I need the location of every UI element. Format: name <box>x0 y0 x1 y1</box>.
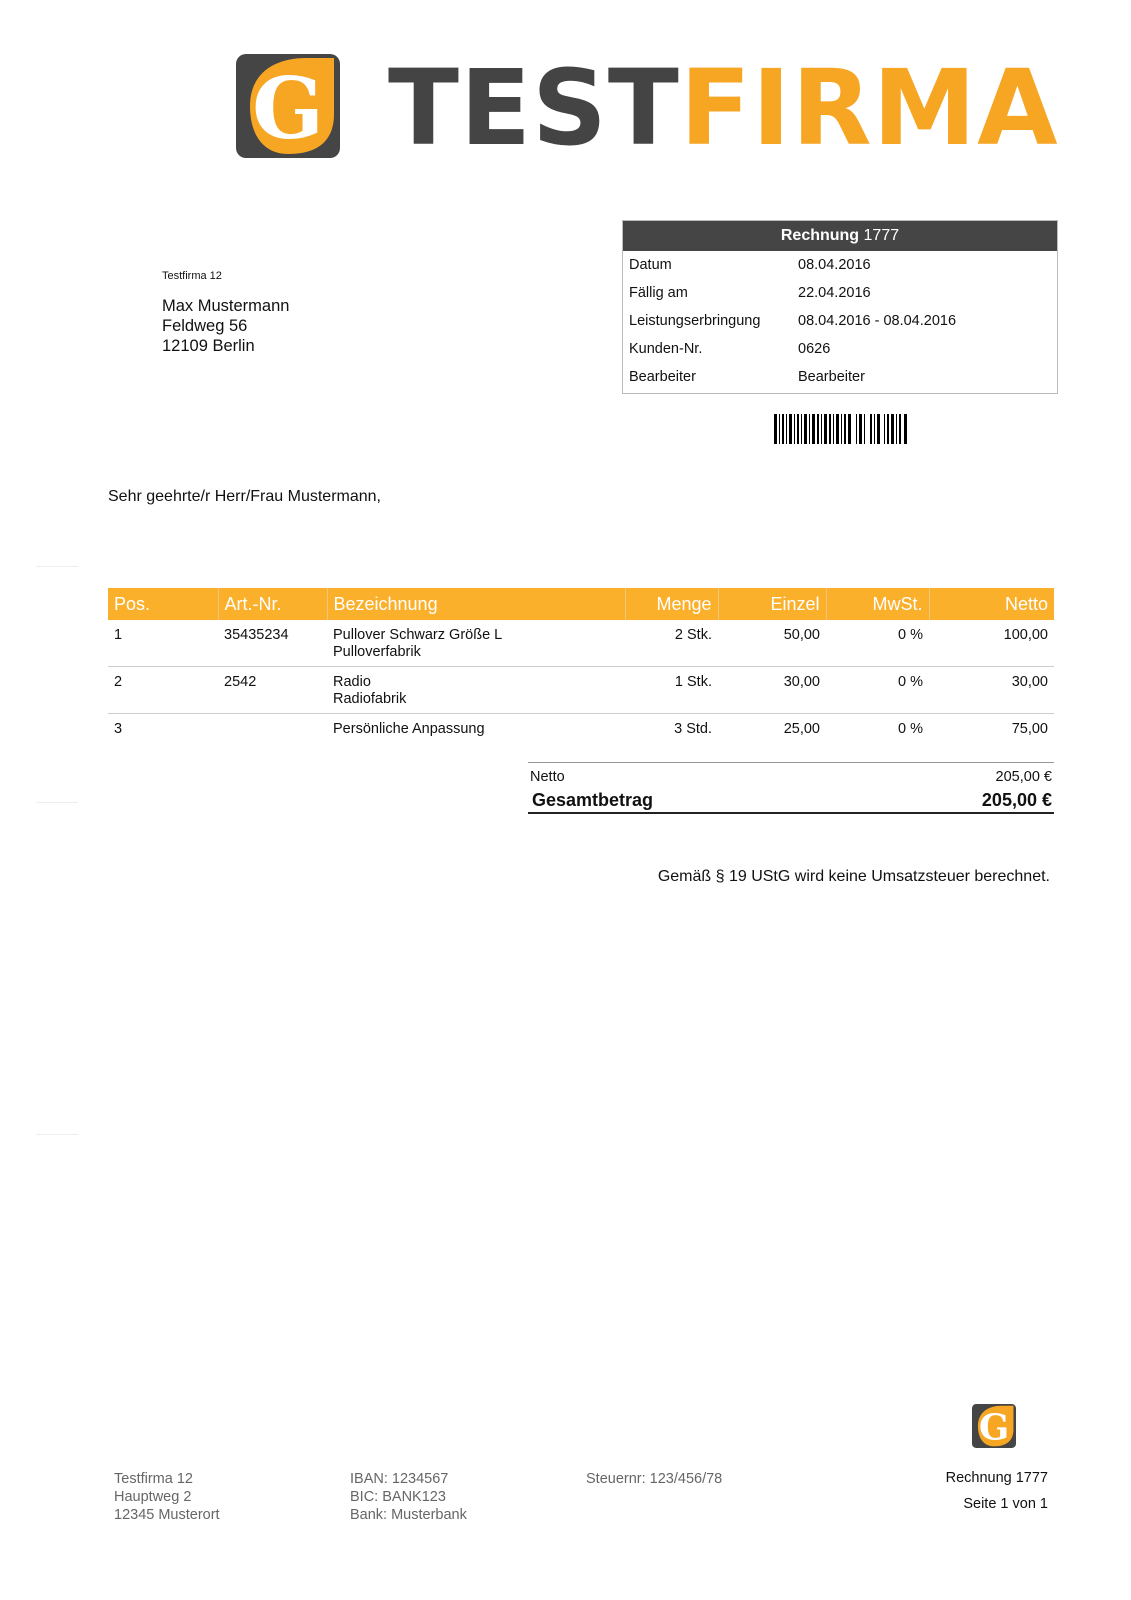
invoice-title: Rechnung 1777 <box>623 221 1057 251</box>
cell-unit-price: 25,00 <box>783 721 820 737</box>
cell-net: 30,00 <box>929 667 1054 714</box>
totals-block <box>528 762 1054 814</box>
recipient-street: Feldweg 56 <box>162 317 248 335</box>
cell-art-nr: 2542 <box>218 667 327 714</box>
info-row-service-period: Leistungserbringung 08.04.2016 - 08.04.2016 <box>629 313 957 329</box>
gross-total-row <box>528 788 1054 814</box>
info-row-customer-no: Kunden-Nr. 0626 <box>629 341 831 357</box>
recipient-city: 12109 Berlin <box>162 337 255 355</box>
net-total-row <box>528 762 1054 788</box>
footer-tax: Steuernr: 123/456/78 <box>586 1471 723 1487</box>
info-row-clerk: Bearbeiter Bearbeiter <box>629 369 865 385</box>
info-row-date: Datum 08.04.2016 <box>629 257 871 273</box>
fold-mark <box>36 802 78 803</box>
cell-description: Radio Radiofabrik <box>327 667 625 714</box>
cell-pos: 2 <box>108 667 218 714</box>
greeting: Sehr geehrte/r Herr/Frau Mustermann, <box>108 488 381 505</box>
logo-g-icon <box>236 54 340 158</box>
cell-net: 100,00 <box>929 620 1054 667</box>
table-row <box>108 667 1054 714</box>
header-vat: MwSt. <box>826 588 929 620</box>
cell-art-nr <box>218 714 327 746</box>
cell-quantity: 3 Std. <box>674 721 712 737</box>
footer-page-number: Seite 1 von 1 <box>963 1496 1048 1512</box>
footer-logo-icon <box>972 1404 1016 1448</box>
line-items-table <box>108 588 1054 746</box>
header-pos: Pos. <box>108 588 218 620</box>
cell-vat: 0 % <box>826 620 929 667</box>
cell-quantity: 2 Stk. <box>625 620 718 667</box>
sender-line: Testfirma 12 <box>162 270 222 282</box>
net-total-value: 205,00 € <box>995 769 1052 785</box>
cell-net: 75,00 <box>1011 721 1048 737</box>
recipient-name: Max Mustermann <box>162 297 290 315</box>
cell-vat: 0 % <box>826 667 929 714</box>
footer-invoice-number: Rechnung 1777 <box>945 1470 1048 1486</box>
footer-bank: IBAN: 1234567 BIC: BANK123 Bank: Musterbank <box>350 1471 467 1523</box>
cell-pos: 1 <box>108 620 218 667</box>
table-row <box>108 620 1054 667</box>
net-total-label: Netto <box>530 769 565 785</box>
svg-text:G: G <box>252 59 324 158</box>
gross-total-value: 205,00 € <box>981 790 1052 810</box>
table-row <box>108 714 1054 746</box>
invoice-info-box <box>622 220 1058 394</box>
header-unit-price: Einzel <box>718 588 826 620</box>
header-quantity: Menge <box>625 588 718 620</box>
cell-unit-price: 30,00 <box>718 667 826 714</box>
table-header-row <box>108 588 1054 620</box>
barcode <box>774 414 908 444</box>
cell-vat: 0 % <box>898 721 923 737</box>
vat-note: Gemäß § 19 UStG wird keine Umsatzsteuer berechnet. <box>657 868 1050 885</box>
cell-art-nr: 35435234 <box>218 620 327 667</box>
info-row-due: Fällig am 22.04.2016 <box>629 285 871 301</box>
cell-quantity: 1 Stk. <box>625 667 718 714</box>
fold-mark <box>36 1134 78 1135</box>
company-logo <box>236 47 1059 169</box>
logo-wordmark: TESTFIRMA <box>388 47 1059 169</box>
gross-total-label: Gesamtbetrag <box>532 790 654 810</box>
cell-unit-price: 50,00 <box>718 620 826 667</box>
fold-mark <box>36 566 78 567</box>
cell-description: Pullover Schwarz Größe L Pulloverfabrik <box>327 620 625 667</box>
header-description: Bezeichnung <box>327 588 625 620</box>
cell-pos: 3 <box>114 721 123 737</box>
footer-invoice-ref <box>946 1470 1048 1512</box>
header-art-nr: Art.-Nr. <box>218 588 327 620</box>
svg-text:G: G <box>978 1407 1010 1448</box>
header-net: Netto <box>929 588 1054 620</box>
recipient-address <box>162 296 289 356</box>
footer-company: Testfirma 12 Hauptweg 2 12345 Musterort <box>114 1471 220 1523</box>
cell-description: Persönliche Anpassung <box>333 721 485 737</box>
